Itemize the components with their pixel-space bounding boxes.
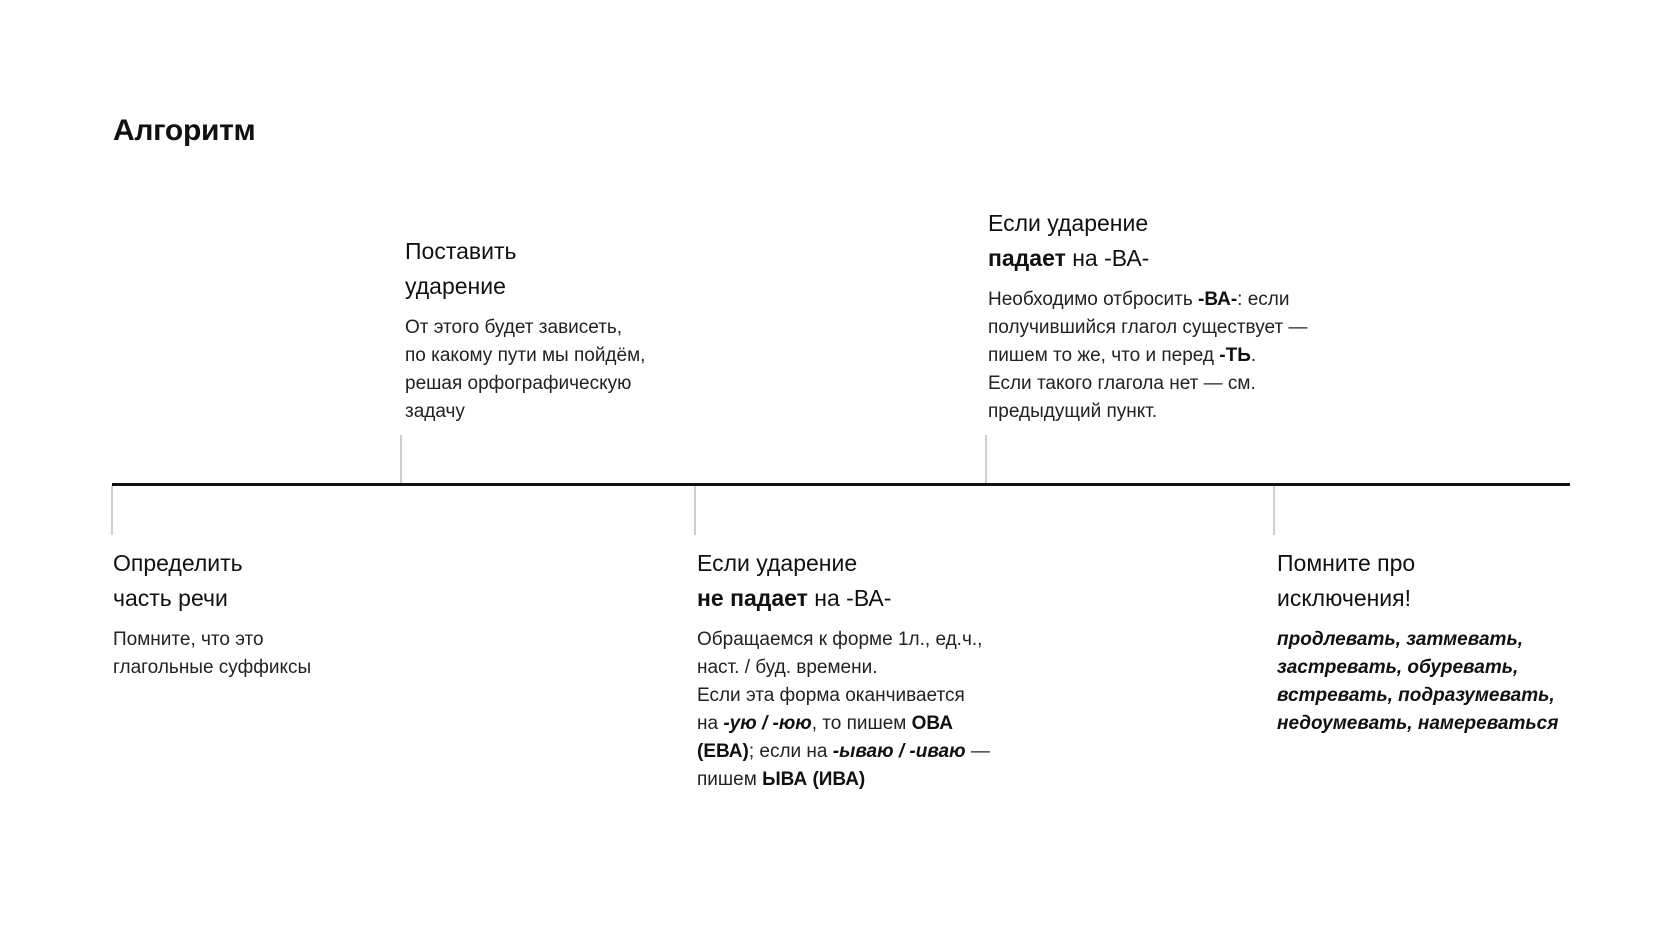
heading-line: часть речи: [113, 585, 228, 611]
description-line: получившийся глагол существует —: [988, 317, 1308, 338]
exceptions-list: [1277, 626, 1558, 738]
heading-line: Помните про: [1277, 550, 1416, 576]
timeline-tick-step-2: [400, 435, 402, 483]
heading-emphasis: падает: [988, 245, 1066, 271]
description-line: От этого будет зависеть,: [405, 317, 623, 338]
page-title: Алгоритм: [113, 114, 256, 147]
heading-line: Если ударение: [988, 210, 1149, 236]
timeline-tick-step-4: [985, 435, 987, 483]
step-heading: [988, 206, 1307, 276]
suffix-answer: ОВА: [911, 713, 953, 734]
description-line: по какому пути мы пойдём,: [405, 345, 646, 366]
text: пишем: [697, 769, 763, 790]
suffix-example: -ую / -юю: [723, 713, 812, 734]
step-stress-not-on-va: [697, 546, 990, 794]
step-stress-on-va: [988, 206, 1307, 426]
heading-line: Определить: [113, 550, 243, 576]
description-line: [988, 342, 1307, 370]
text: Необходимо отбросить: [988, 289, 1199, 310]
exception-words: продлевать, затмевать,: [1277, 629, 1523, 650]
step-description: [113, 626, 311, 682]
suffix-example: -ываю / -иваю: [832, 741, 966, 762]
step-determine-part-of-speech: [113, 546, 311, 682]
heading-text: на -ВА-: [807, 585, 892, 611]
step-place-stress: [405, 234, 645, 426]
description-line: наст. / буд. времени.: [697, 657, 878, 678]
text: , то пишем: [811, 713, 912, 734]
heading-line: исключения!: [1277, 585, 1412, 611]
suffix-answer: (ЕВА): [697, 741, 749, 762]
text: ; если на: [748, 741, 833, 762]
description-line: решая орфографическую: [405, 373, 632, 394]
description-line: Обращаемся к форме 1л., ед.ч.,: [697, 629, 983, 650]
heading-line: Если ударение: [697, 550, 858, 576]
suffix-answer: -ВА-: [1198, 289, 1238, 310]
step-heading: [1277, 546, 1558, 616]
description-line: [697, 766, 990, 794]
step-heading: [405, 234, 645, 304]
exception-words: застревать, обуревать,: [1277, 657, 1519, 678]
exception-words: недоумевать, намереваться: [1277, 713, 1559, 734]
timeline-axis: [112, 483, 1570, 486]
text: .: [1250, 345, 1257, 366]
text: пишем то же, что и перед: [988, 345, 1220, 366]
heading-line: [988, 241, 1307, 276]
step-description: [405, 314, 645, 426]
description-line: Помните, что это: [113, 629, 264, 650]
timeline-tick-step-1: [111, 486, 113, 535]
description-line: предыдущий пункт.: [988, 401, 1158, 422]
suffix-answer: -ТЬ: [1219, 345, 1251, 366]
description-line: [697, 710, 990, 738]
description-line: Если эта форма оканчивается: [697, 685, 965, 706]
step-heading: [113, 546, 311, 616]
description-line: [988, 286, 1307, 314]
heading-text: на -ВА-: [1065, 245, 1150, 271]
text: : если: [1237, 289, 1290, 310]
description-line: Если такого глагола нет — см.: [988, 373, 1256, 394]
heading-line: Поставить: [405, 238, 517, 264]
step-heading: [697, 546, 990, 616]
text: на: [697, 713, 724, 734]
description-line: [697, 738, 990, 766]
step-description: [697, 626, 990, 794]
suffix-answer: ЫВА (ИВА): [762, 769, 866, 790]
exception-words: встревать, подразумевать,: [1277, 685, 1555, 706]
description-line: задачу: [405, 401, 465, 422]
description-line: глагольные суффиксы: [113, 657, 312, 678]
heading-emphasis: не падает: [697, 585, 808, 611]
text: —: [965, 741, 990, 762]
step-description: [988, 286, 1307, 426]
timeline-tick-step-5: [1273, 486, 1275, 535]
heading-line: ударение: [405, 273, 506, 299]
heading-line: [697, 581, 990, 616]
step-remember-exceptions: [1277, 546, 1558, 738]
timeline-tick-step-3: [694, 486, 696, 535]
